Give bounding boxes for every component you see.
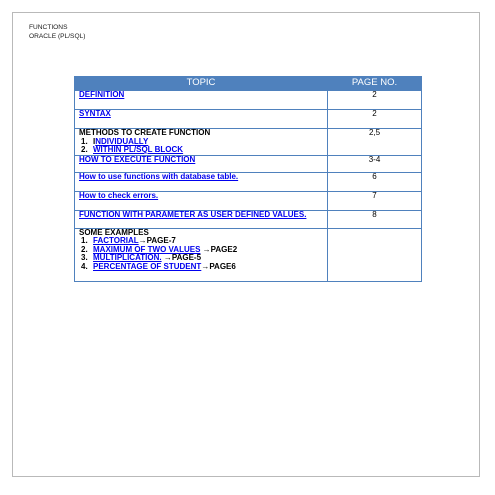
list-number: 2.: [81, 244, 88, 254]
list-prefix: I: [93, 136, 96, 146]
toc-row-check-errors: [75, 191, 422, 210]
link-parameter-user-defined-values[interactable]: FUNCTION WITH PARAMETER AS USER DEFINED VALUES.: [79, 209, 307, 219]
topic-cell: [75, 172, 328, 191]
page-cell: 2,5: [328, 129, 422, 156]
document-header: [29, 24, 85, 41]
page-cell: 8: [328, 210, 422, 228]
topic-cell: [75, 191, 328, 210]
page-no-header: PAGE NO.: [328, 77, 422, 91]
examples-heading: SOME EXAMPLES: [79, 227, 149, 237]
toc-row-database-table: [75, 172, 422, 191]
page-reference: PAGE6: [209, 261, 236, 271]
right-arrow-icon: →: [201, 261, 210, 271]
link-syntax[interactable]: SYNTAX: [79, 109, 111, 118]
toc-row-definition: [75, 91, 422, 110]
link-factorial[interactable]: FACTORIAL: [93, 236, 139, 245]
page-reference: PAGE-5: [171, 253, 202, 262]
right-arrow-icon: →: [138, 236, 147, 245]
methods-heading: METHODS TO CREATE FUNCTION: [79, 128, 211, 137]
list-item: [79, 146, 323, 155]
toc-header-row: [75, 77, 422, 91]
page-cell: 2: [328, 91, 422, 110]
examples-list: [79, 237, 323, 271]
topic-cell: [75, 110, 328, 129]
topic-cell: [75, 228, 328, 281]
topic-cell: [75, 129, 328, 156]
page-cell: [328, 228, 422, 281]
document-page: [12, 12, 480, 477]
link-definition[interactable]: DEFINITION: [79, 90, 125, 99]
page-cell: 6: [328, 172, 422, 191]
toc-row-syntax: [75, 110, 422, 129]
list-number: 1.: [81, 136, 88, 146]
list-item: [79, 263, 323, 272]
page-cell: 7: [328, 191, 422, 210]
right-arrow-icon: →: [163, 253, 172, 262]
link-functions-database-table[interactable]: How to use functions with database table.: [79, 171, 239, 181]
toc-row-execute-function: [75, 155, 422, 172]
link-within-plsql-block[interactable]: WITHIN PL/SQL BLOCK: [93, 145, 184, 154]
toc-row-examples: [75, 228, 422, 281]
toc-row-user-defined-values: [75, 210, 422, 228]
header-subtitle: ORACLE (PL/SQL): [29, 32, 86, 40]
link-multiplication[interactable]: MULTIPLICATION.: [93, 253, 162, 262]
list-number: 2.: [81, 145, 88, 154]
page-reference: PAGE-7: [146, 236, 176, 245]
right-arrow-icon: →: [202, 244, 211, 254]
header-title: FUNCTIONS: [29, 24, 68, 31]
topic-cell: [75, 210, 328, 228]
topic-cell: [75, 155, 328, 172]
link-check-errors[interactable]: How to check errors.: [79, 190, 159, 200]
link-individually[interactable]: NDIVIDUALLY: [95, 136, 149, 146]
topic-header: TOPIC: [75, 77, 328, 91]
list-number: 1.: [81, 236, 88, 245]
page-cell: 3-4: [328, 155, 422, 172]
table-of-contents: [74, 76, 422, 282]
list-number: 4.: [81, 261, 88, 271]
toc-row-methods: [75, 129, 422, 156]
page-reference: PAGE2: [210, 244, 238, 254]
methods-list: [79, 138, 323, 155]
link-percentage-of-student[interactable]: PERCENTAGE OF STUDENT: [93, 261, 202, 271]
link-how-to-execute-function[interactable]: HOW TO EXECUTE FUNCTION: [79, 154, 196, 164]
link-maximum-two-values[interactable]: MAXIMUM OF TWO VALUES: [93, 244, 201, 254]
list-number: 3.: [81, 253, 88, 262]
page-cell: 2: [328, 110, 422, 129]
topic-cell: [75, 91, 328, 110]
